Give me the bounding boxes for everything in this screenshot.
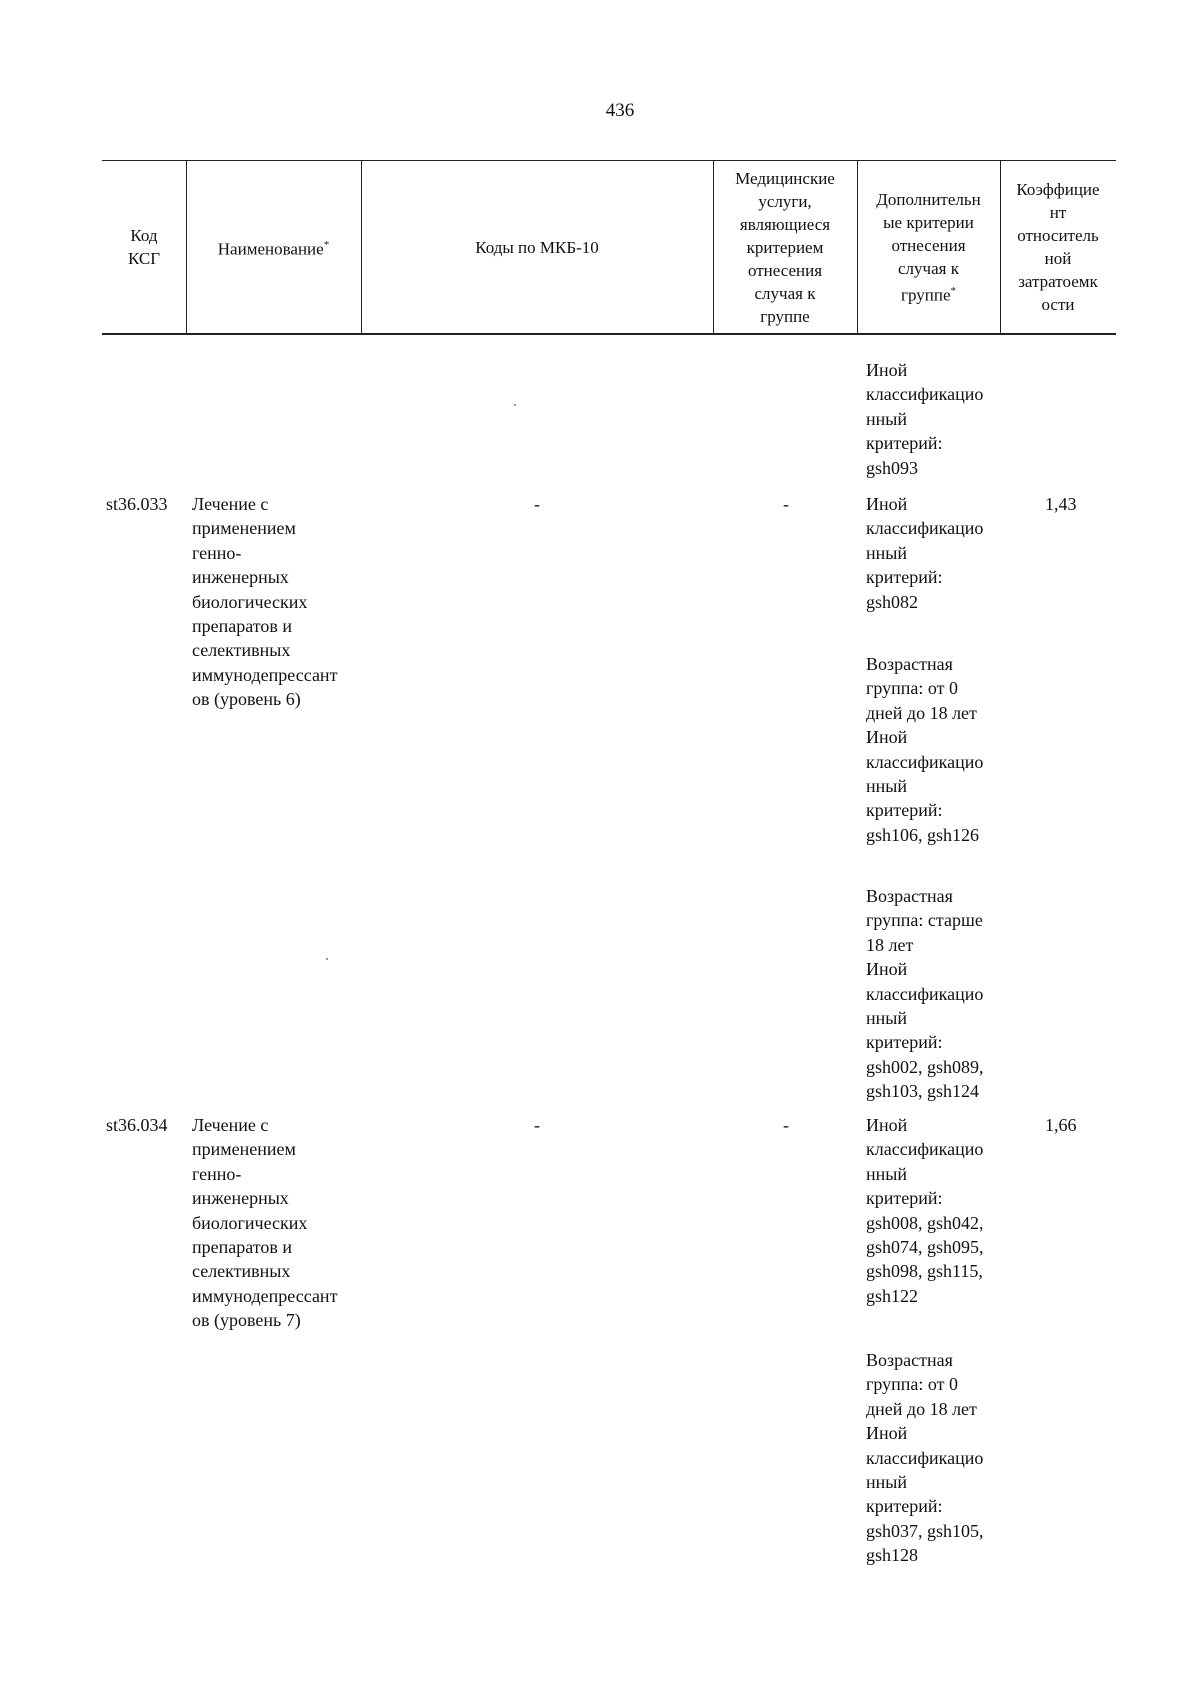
row-mkb: -: [534, 494, 540, 514]
row-criteria: Возрастная группа: от 0 дней до 18 лет Иной классификацио нный критерий: gsh037, gsh105, gsh128: [866, 1350, 984, 1566]
col-mkb-label: Коды по МКБ-10: [475, 237, 599, 257]
page-number: 436: [605, 100, 635, 121]
col-code-label: Код КСГ: [127, 226, 161, 268]
col-add-header: [857, 161, 1000, 333]
row-coefficient: 1,66: [1045, 1115, 1077, 1135]
col-name-label: Наименование*: [217, 238, 330, 259]
scan-speck: [514, 404, 516, 406]
row-code: st36.034: [106, 1115, 168, 1135]
col-coef-label: Коэффицие нт относитель ной затратоемк ости: [1016, 180, 1100, 314]
col-code-header: [102, 161, 186, 333]
row-criteria: Возрастная группа: старше 18 лет Иной классификацио нный критерий: gsh002, gsh089, gsh103, gsh124: [866, 886, 984, 1102]
row-mkb: -: [534, 1115, 540, 1135]
row-code: st36.033: [106, 494, 168, 514]
row-name: Лечение с применением генно- инженерных биологических препаратов и селективных иммунодепрессант ов (уровень 7): [192, 1115, 338, 1331]
col-add-label: Дополнительн ые критерии отнесения случая к группе*: [876, 189, 981, 305]
row-med-services: -: [783, 494, 789, 514]
col-med-label: Медицинские услуги, являющиеся критерием отнесения случая к группе: [735, 168, 835, 326]
row-name: Лечение с применением генно- инженерных биологических препаратов и селективных иммунодепрессант ов (уровень 6): [192, 494, 338, 710]
row-coefficient: 1,43: [1045, 494, 1077, 514]
col-coef-header: [1000, 161, 1116, 333]
carryover-criteria: Иной классификацио нный критерий: gsh093: [866, 360, 984, 478]
row-criteria: Возрастная группа: от 0 дней до 18 лет Иной классификацио нный критерий: gsh106, gsh126: [866, 654, 984, 845]
table-header: [102, 160, 1116, 335]
col-mkb-header: [361, 161, 713, 333]
row-criteria: Иной классификацио нный критерий: gsh008, gsh042, gsh074, gsh095, gsh098, gsh115, gsh122: [866, 1115, 984, 1306]
col-med-header: [713, 161, 857, 333]
col-name-header: [186, 161, 361, 333]
footnote-marker: *: [950, 284, 956, 297]
row-med-services: -: [783, 1115, 789, 1135]
scan-speck: [326, 958, 328, 960]
footnote-marker: *: [323, 238, 330, 251]
row-criteria: Иной классификацио нный критерий: gsh082: [866, 494, 984, 612]
